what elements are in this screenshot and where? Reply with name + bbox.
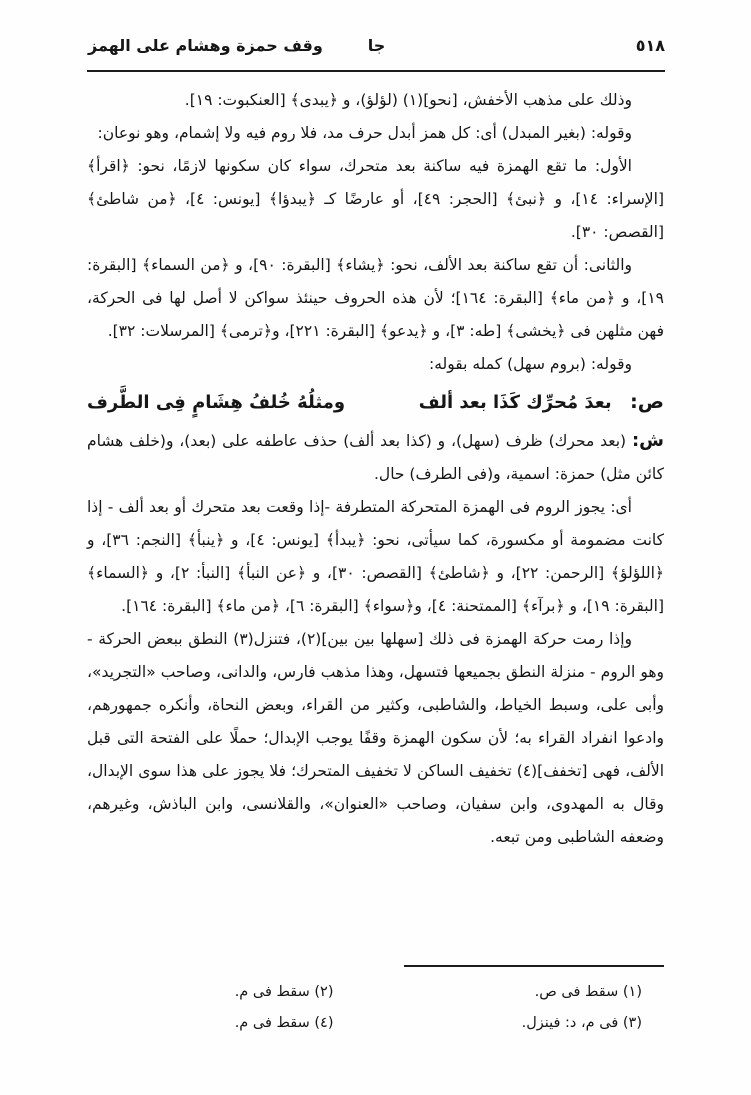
paragraph-qawluhu-mubdal: وقوله: (بغير المبدل) أى: كل همز أبدل حرف مد، فلا روم فيه ولا إشمام، وهو نوعان:: [97, 124, 632, 142]
footnote-1: (١) سقط فى ص.: [534, 984, 642, 1000]
paragraph-second-type: والثانى: أن تقع ساكنة بعد الألف، نحو: ﴿يشاء﴾ [البقرة: ٩٠]، و ﴿من السماء﴾ [البقرة: ١٩]، و ﴿من ماء﴾ [البقرة: ١٦٤]؛ لأن هذه الحروف حينئذ سواكن لا أصل لها فى الحركة، فهن مثلهن فى ﴿يخشى﴾ [طه: ٣]، و ﴿يدعو﴾ [البقرة: ٢٢١]، و﴿ترمى﴾ [المرسلات: ٣٢].: [87, 256, 664, 340]
footnote-3: (٣) فى م، د: فينزل.: [521, 1015, 642, 1031]
footnote-columns: [87, 977, 664, 1039]
header-divider: [87, 70, 665, 72]
verse-line: [87, 381, 664, 424]
page-header: [88, 36, 665, 55]
footnote-column-right: [386, 977, 665, 1039]
footnote-column-left: [87, 977, 386, 1039]
volume-mark: جا: [367, 36, 386, 55]
footnote-4: (٤) سقط فى م.: [234, 1015, 334, 1031]
footnote-2: (٢) سقط فى م.: [234, 984, 334, 1000]
page-number: ٥١٨: [635, 36, 665, 55]
sharh-text: (بعد محرك) ظرف (سهل)، و (كذا بعد ألف) حذف عاطفه على (بعد)، و(خلف هشام كائن مثل) حمزة: اسمية، و(فى الطرف) حال.: [87, 432, 664, 483]
paragraph-ay-explanation: أى: يجوز الروم فى الهمزة المتحركة المتطرفة -إذا وقعت بعد متحرك أو بعد ألف - إذا كانت مضمومة أو مكسورة، كما سيأتى، نحو: ﴿يبدأ﴾ [يونس: ٤]، و ﴿ينبأ﴾ [النجم: ٣٦]، و ﴿اللؤلؤ﴾ [الرحمن: ٢٢]، و ﴿شاطئ﴾ [القصص: ٣٠]، و ﴿عن النبأ﴾ [النبأ: ٢]، و ﴿السماء﴾ [البقرة: ١٩]، و ﴿برآء﴾ [الممتحنة: ٤]، و﴿سواء﴾ [البقرة: ٦]، ﴿من ماء﴾ [البقرة: ١٦٤].: [87, 498, 664, 615]
paragraph-first-type: الأول: ما تقع الهمزة فيه ساكنة بعد متحرك، سواء كان سكونها لازمًا، نحو: ﴿اقرأ﴾ [الإسراء: ١٤]، و ﴿نبئ﴾ [الحجر: ٤٩]، أو عارضًا كـ ﴿يبدؤا﴾ [يونس: ٤]، ﴿من شاطئ﴾ [القصص: ٣٠].: [87, 157, 664, 241]
paragraph-rawm-ruling: وإذا رمت حركة الهمزة فى ذلك [سهلها بين بين](٢)، فتنزل(٣) النطق ببعض الحركة - وهو الروم - منزلة النطق بجميعها فتسهل، وهذا مذهب فارس، والدانى، وصاحب «التجريد»، وأبى على، وسبط الخياط، والشاطبى، وكثير من القراء، وبعض النحاة، وأنكره جمهورهم، وادعوا انفراد القراء به؛ لأن سكون الهمزة وقفًا يوجب الإبدال؛ حملًا على الفتحة التى قبل الألف، فهى [تخفف](٤) تخفيف الساكن لا تخفيف المتحرك؛ فلا يجوز على هذا سوى الإبدال، وقال به المهدوى، وابن سفيان، وصاحب «العنوان»، والقلانسى، وابن الباذش، وغيرهم، وضعفه الشاطبى ومن تبعه.: [87, 630, 665, 846]
paragraph-qawluhu-rawm: وقوله: (بروم سهل) كمله بقوله:: [429, 355, 632, 373]
verse-hemistich-left: ومثلُهُ خُلفُ هِشَامٍ فِى الطَّرف: [87, 392, 346, 413]
sharh-marker: ش:: [631, 430, 664, 451]
body-text: [87, 84, 664, 854]
matn-marker: ص:: [629, 390, 664, 413]
footnote-divider: [404, 965, 664, 967]
paragraph-intro: وذلك على مذهب الأخفش، [نحو](١) (لؤلؤ)، و ﴿يبدى﴾ [العنكبوت: ١٩].: [184, 91, 632, 109]
verse-right-group: [419, 381, 664, 424]
verse-hemistich-right: بعدَ مُحرِّك كَذَا بعد ألف: [418, 392, 612, 413]
running-title: وقف حمزة وهشام على الهمز: [88, 36, 323, 55]
sharh-paragraph: [87, 424, 664, 491]
footnotes-section: [87, 965, 664, 1039]
